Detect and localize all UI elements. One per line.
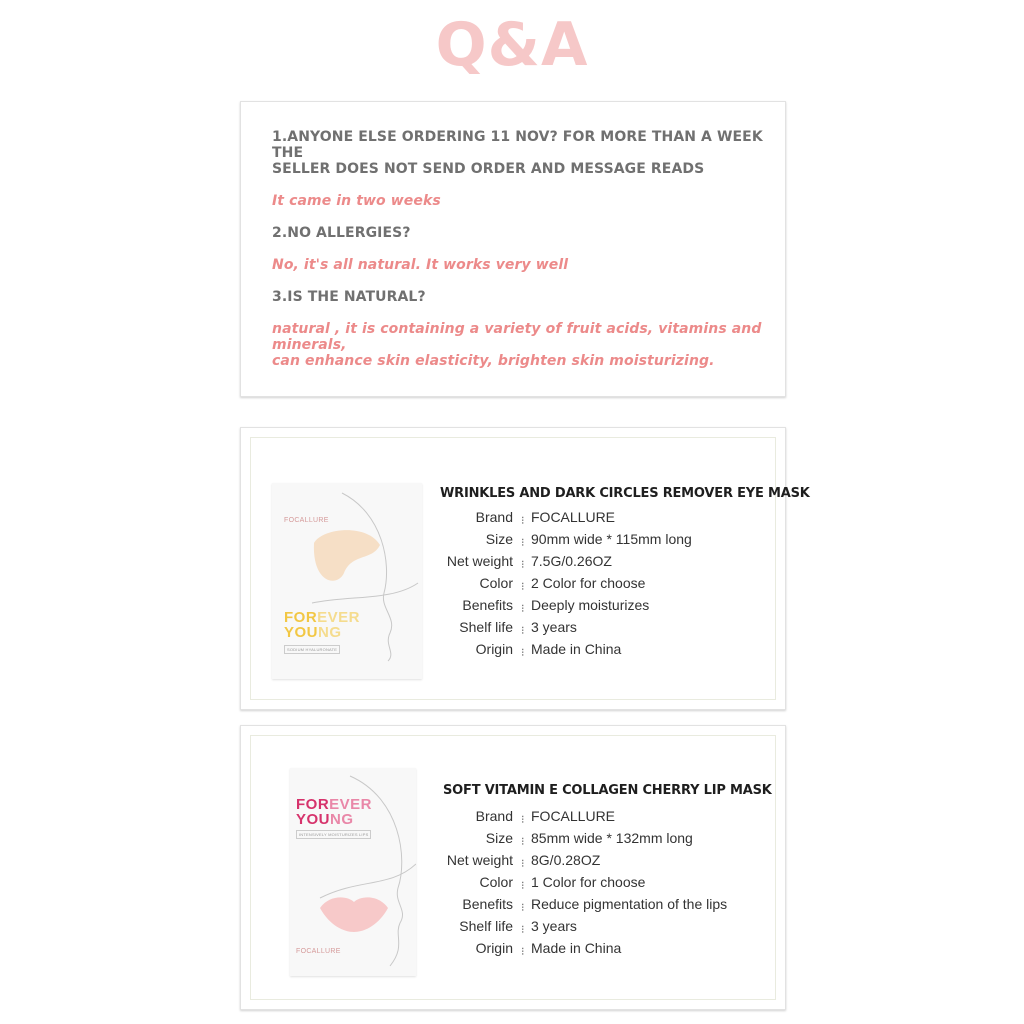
spec-row-shelf-life — [431, 918, 761, 938]
spec-label: Net weight — [446, 852, 513, 868]
spec-label: Color — [479, 874, 513, 890]
lip-mask-package-image — [290, 768, 416, 976]
spec-value: 1 Color for choose — [531, 874, 646, 890]
qa-answer-line: It came in two weeks — [272, 193, 441, 209]
spec-separator: ⁝ — [521, 946, 525, 958]
spec-row-benefits — [431, 896, 761, 916]
package-forever-line: FOREVER — [284, 609, 361, 626]
spec-value: 7.5G/0.26OZ — [531, 553, 612, 569]
spec-value: Deeply moisturizes — [531, 597, 650, 613]
product-title: SOFT VITAMIN E COLLAGEN CHERRY LIP MASK — [443, 783, 772, 798]
spec-separator: ⁝ — [521, 880, 525, 892]
spec-separator: ⁝ — [521, 858, 525, 870]
spec-label: Net weight — [446, 553, 513, 569]
spec-value: 90mm wide * 115mm long — [531, 531, 692, 547]
spec-label: Brand — [475, 808, 513, 824]
eye-mask-package-image — [272, 483, 422, 679]
spec-value: 85mm wide * 132mm long — [531, 830, 693, 846]
package-brand-text: FOCALLURE — [296, 948, 341, 955]
qa-question-line: 1.ANYONE ELSE ORDERING 11 NOV? FOR MORE THAN A WEEK THE — [272, 129, 763, 161]
spec-value: FOCALLURE — [531, 509, 616, 525]
spec-separator: ⁝ — [521, 924, 525, 936]
spec-separator: ⁝ — [521, 537, 525, 549]
spec-label: Brand — [475, 509, 513, 525]
package-subtitle: INTENSIVELY MOISTURIZES LIPS — [296, 830, 371, 839]
spec-row-color — [431, 575, 761, 595]
product-card-lip-mask — [240, 725, 786, 1010]
qa-question-line: SELLER DOES NOT SEND ORDER AND MESSAGE READS — [272, 161, 705, 177]
spec-row-brand — [431, 808, 761, 828]
package-young-line: YOUNG — [296, 811, 354, 828]
spec-separator: ⁝ — [521, 647, 525, 659]
spec-value: Made in China — [531, 940, 622, 956]
product-card-eye-mask — [240, 427, 810, 710]
qa-answer-line: natural , it is containing a variety of fruit acids, vitamins and minerals, — [272, 321, 762, 353]
spec-label: Color — [479, 575, 513, 591]
spec-row-net-weight — [431, 852, 761, 872]
spec-row-size — [431, 531, 761, 551]
spec-separator: ⁝ — [521, 515, 525, 527]
package-subtitle: SODIUM HYALURONATE — [284, 645, 340, 654]
spec-row-size — [431, 830, 761, 850]
spec-separator: ⁝ — [521, 814, 525, 826]
spec-row-brand — [431, 509, 761, 529]
spec-separator: ⁝ — [521, 625, 525, 637]
spec-separator: ⁝ — [521, 603, 525, 615]
spec-row-net-weight — [431, 553, 761, 573]
spec-label: Benefits — [462, 896, 513, 912]
spec-label: Origin — [475, 641, 513, 657]
package-brand-text: FOCALLURE — [284, 517, 329, 524]
spec-separator: ⁝ — [521, 902, 525, 914]
spec-label: Shelf life — [459, 918, 513, 934]
spec-row-color — [431, 874, 761, 894]
spec-label: Benefits — [462, 597, 513, 613]
qa-card — [240, 101, 786, 397]
spec-value: Reduce pigmentation of the lips — [531, 896, 728, 912]
product-title: WRINKLES AND DARK CIRCLES REMOVER EYE MASK — [440, 486, 810, 501]
qa-answer-line: can enhance skin elasticity, brighten skin moisturizing. — [272, 353, 715, 369]
spec-separator: ⁝ — [521, 581, 525, 593]
spec-value: 2 Color for choose — [531, 575, 646, 591]
page-title: Q&A — [435, 10, 589, 80]
spec-label: Size — [485, 531, 513, 547]
spec-value: Made in China — [531, 641, 622, 657]
qa-question-line: 2.NO ALLERGIES? — [272, 225, 411, 241]
qa-question-line: 3.IS THE NATURAL? — [272, 289, 426, 305]
spec-label: Shelf life — [459, 619, 513, 635]
spec-label: Origin — [475, 940, 513, 956]
spec-value: 8G/0.28OZ — [531, 852, 601, 868]
spec-value: FOCALLURE — [531, 808, 616, 824]
package-forever-line: FOREVER — [296, 796, 373, 813]
spec-separator: ⁝ — [521, 836, 525, 848]
spec-separator: ⁝ — [521, 559, 525, 571]
spec-label: Size — [485, 830, 513, 846]
spec-row-origin — [431, 940, 761, 960]
spec-row-shelf-life — [431, 619, 761, 639]
spec-row-benefits — [431, 597, 761, 617]
package-young-line: YOUNG — [284, 624, 342, 641]
spec-value: 3 years — [531, 619, 577, 635]
spec-row-origin — [431, 641, 761, 661]
qa-answer-line: No, it's all natural. It works very well — [272, 257, 569, 273]
spec-value: 3 years — [531, 918, 577, 934]
